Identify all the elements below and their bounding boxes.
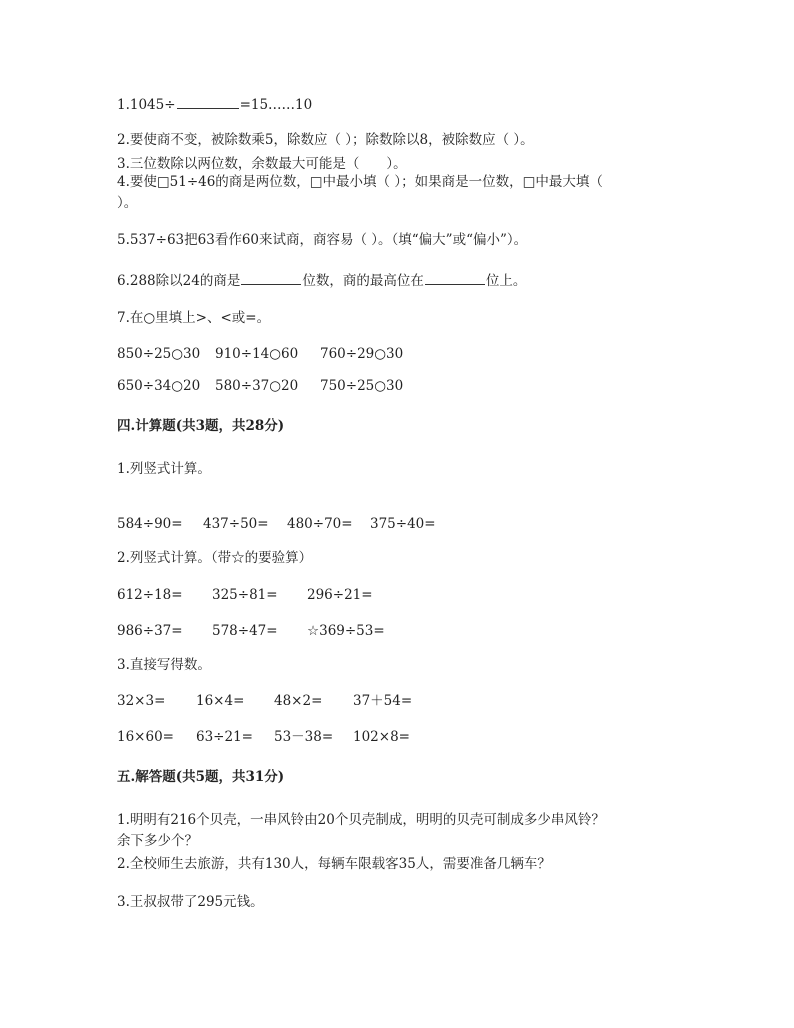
answer-blank[interactable]	[177, 95, 239, 109]
calc-1: 1.列竖式计算。	[117, 461, 211, 477]
calc-item: 102×8=	[353, 729, 410, 745]
calc-item: 32×3=	[117, 693, 166, 709]
question-5: 5.537÷63把63看作60来试商，商容易（ ）。（填“偏大”或“偏小”）。	[117, 232, 528, 248]
calc-item: 480÷70=	[287, 516, 353, 532]
calc-item: 16×4=	[196, 693, 245, 709]
q1-text-b: =15……10	[239, 97, 313, 113]
calc-item: 53－38=	[274, 729, 334, 745]
question-3: 3.三位数除以两位数，余数最大可能是（ ）。	[117, 156, 407, 172]
section-5-heading: 五.解答题(共5题，共31分)	[117, 769, 285, 785]
problem-1-line-1: 1.明明有216个贝壳，一串风铃由20个贝壳制成，明明的贝壳可制成多少串风铃？	[117, 812, 605, 828]
compare-item: 650÷34○20	[117, 378, 201, 394]
question-4-line-2: ）。	[117, 195, 138, 211]
problem-3: 3.王叔叔带了295元钱。	[117, 894, 264, 910]
calc-item: 296÷21=	[307, 587, 373, 603]
calc-item: ☆369÷53=	[307, 623, 385, 639]
answer-blank[interactable]	[241, 271, 301, 285]
compare-item: 760÷29○30	[320, 346, 404, 362]
q1-text-a: 1.1045÷	[117, 97, 176, 113]
compare-item: 750÷25○30	[320, 378, 404, 394]
q6-text-c: 位上。	[485, 273, 527, 289]
answer-blank[interactable]	[425, 271, 485, 285]
question-7: 7.在○里填上>、<或=。	[117, 310, 271, 326]
calc-item: 578÷47=	[212, 623, 278, 639]
calc-item: 986÷37=	[117, 623, 183, 639]
question-4-line-1: 4.要使□51÷46的商是两位数，□中最小填（ ）；如果商是一位数，□中最大填（	[117, 174, 603, 190]
calc-2: 2.列竖式计算。（带☆的要验算）	[117, 550, 313, 566]
calc-item: 16×60=	[117, 729, 174, 745]
calc-3: 3.直接写得数。	[117, 657, 211, 673]
calc-item: 325÷81=	[212, 587, 278, 603]
question-2: 2.要使商不变，被除数乘5，除数应（ ）；除数除以8，被除数应（ ）。	[117, 132, 534, 148]
compare-item: 580÷37○20	[215, 378, 299, 394]
section-4-heading: 四.计算题(共3题，共28分)	[117, 418, 285, 434]
compare-item: 910÷14○60	[215, 346, 299, 362]
problem-1-line-2: 余下多少个？	[117, 833, 198, 849]
calc-item: 584÷90=	[117, 516, 183, 532]
calc-item: 375÷40=	[370, 516, 436, 532]
calc-item: 63÷21=	[196, 729, 253, 745]
calc-item: 437÷50=	[203, 516, 269, 532]
problem-2: 2.全校师生去旅游，共有130人，每辆车限载客35人，需要准备几辆车？	[117, 856, 551, 872]
calc-item: 48×2=	[274, 693, 323, 709]
question-6	[117, 271, 526, 290]
calc-item: 37＋54=	[353, 693, 413, 709]
q6-text-b: 位数，商的最高位在	[302, 273, 424, 289]
question-1	[117, 95, 312, 114]
calc-item: 612÷18=	[117, 587, 183, 603]
q6-text-a: 6.288除以24的商是	[117, 273, 241, 289]
compare-item: 850÷25○30	[117, 346, 201, 362]
